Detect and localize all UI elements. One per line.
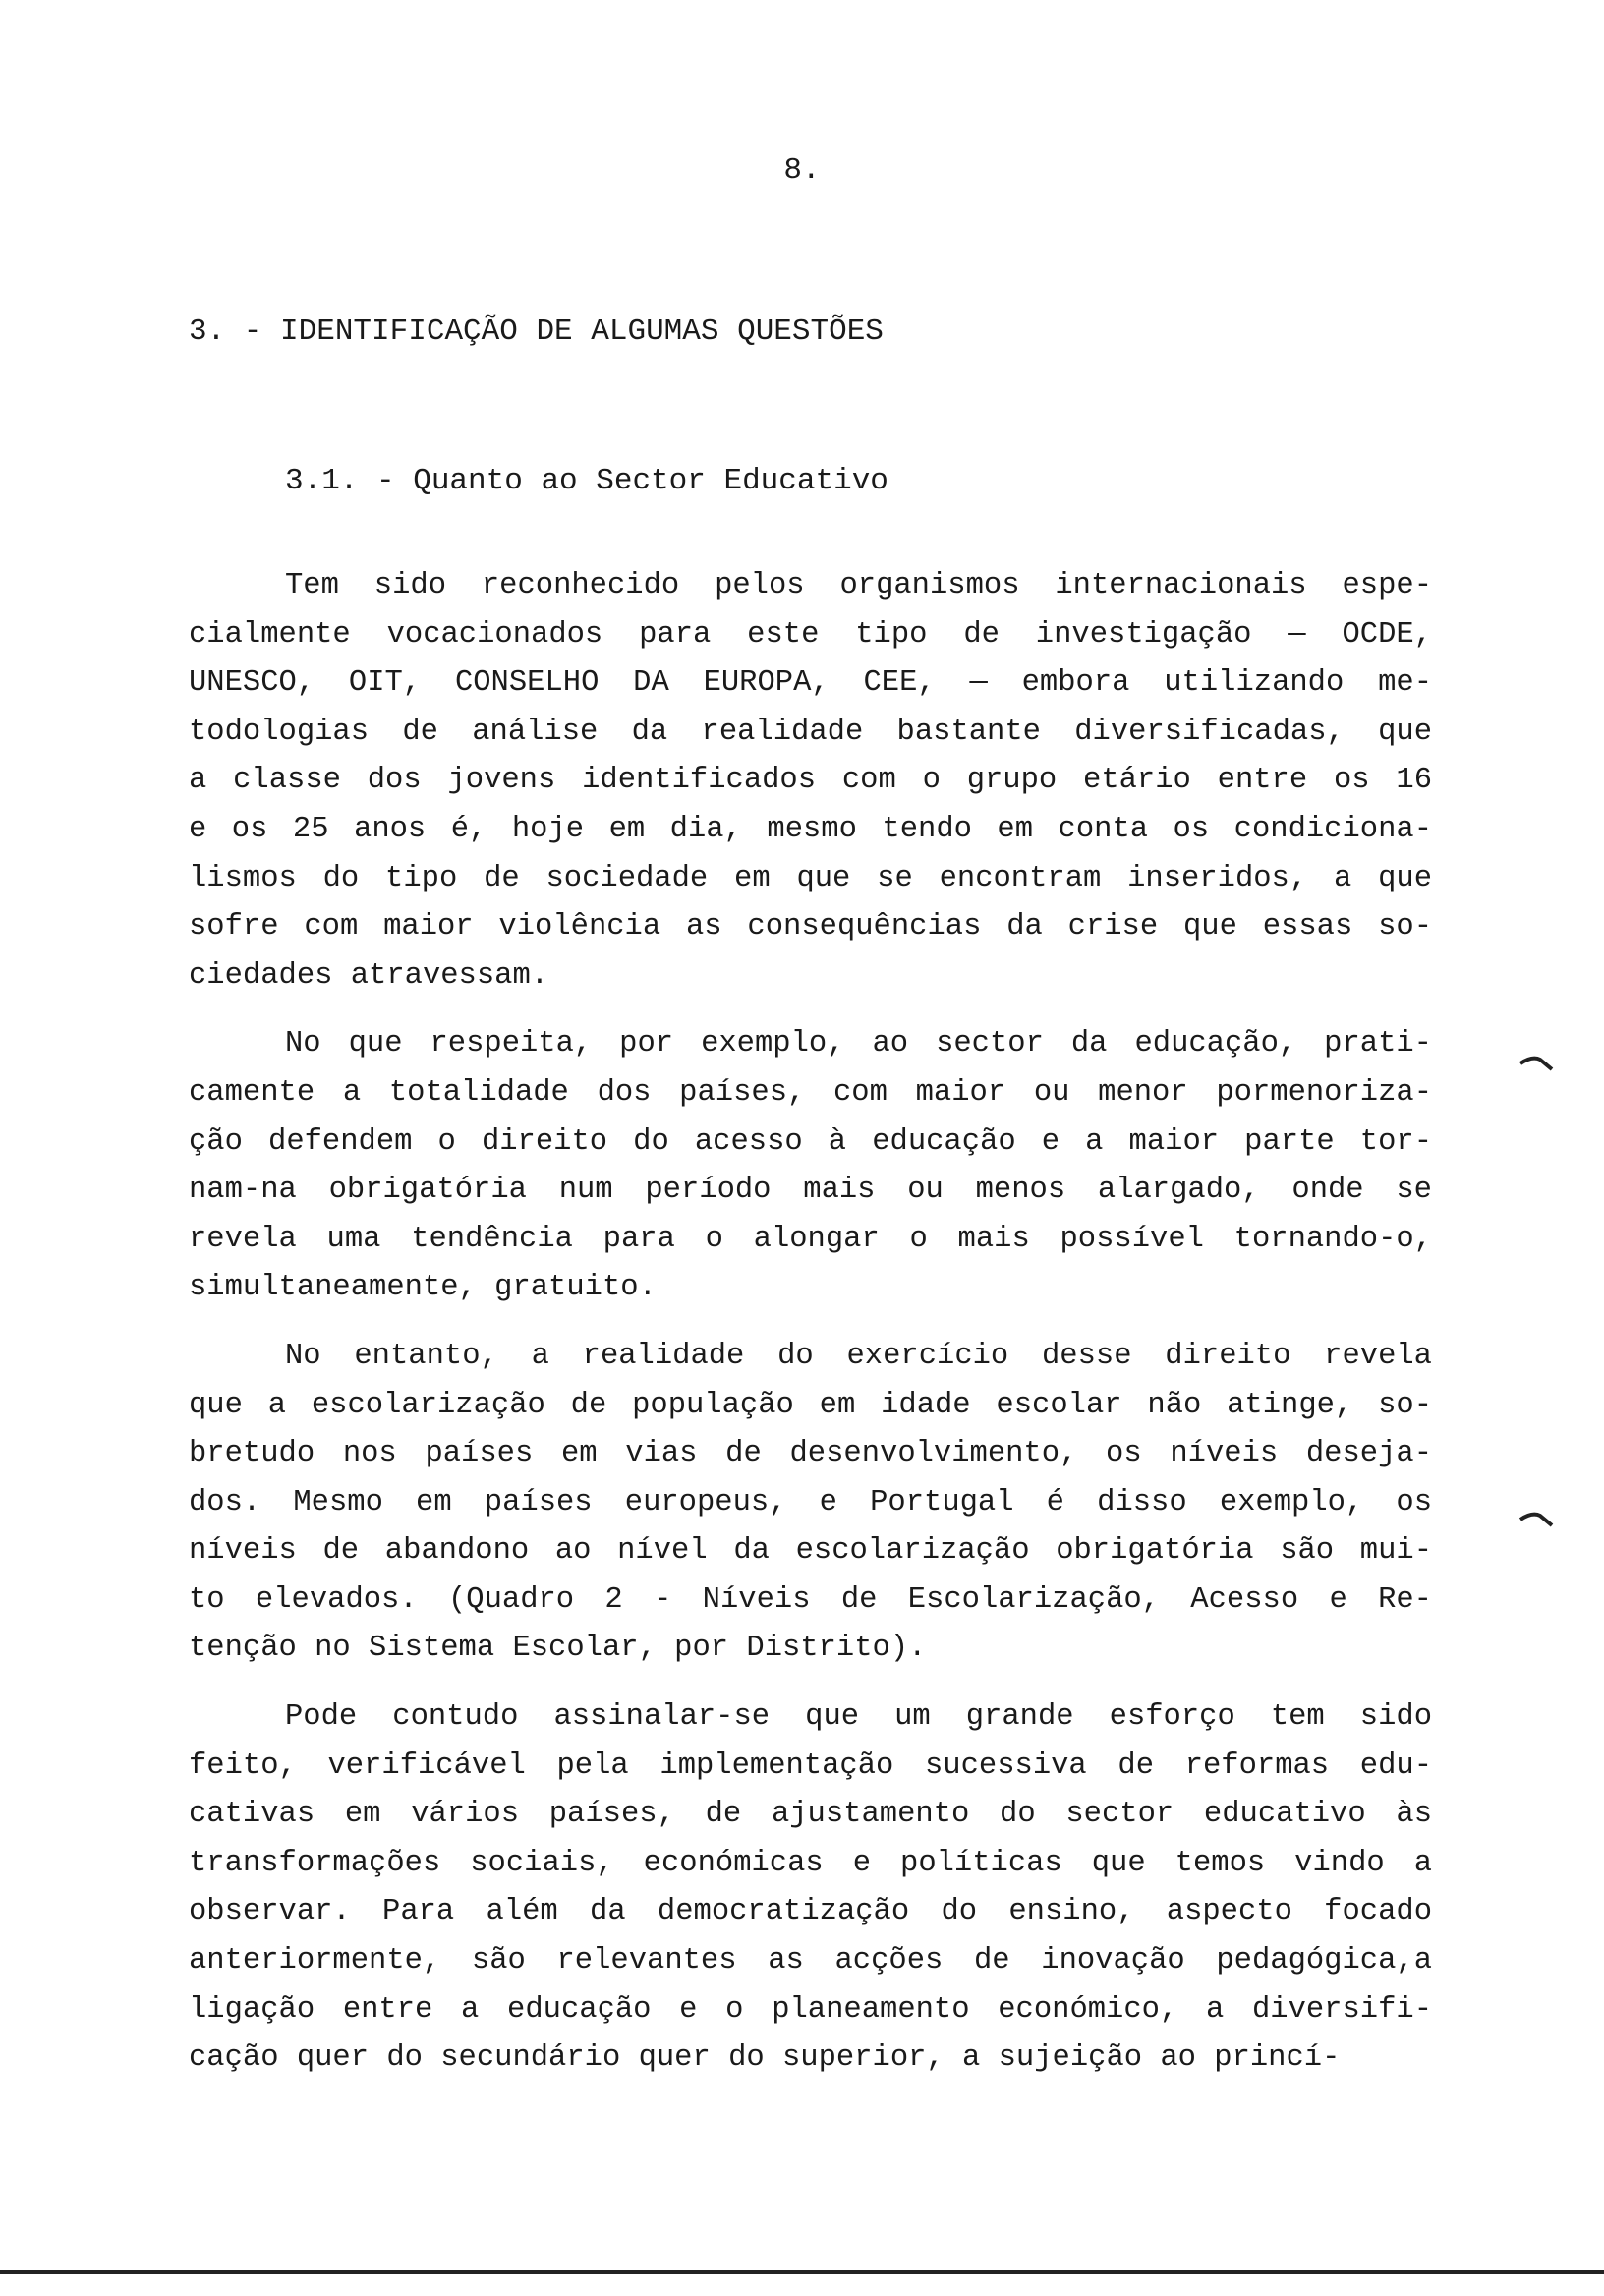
text-line: cativas em vários países, de ajustamento do sector educativo às bbox=[189, 1798, 1432, 1832]
text-line: todologias de análise da realidade bastante diversificadas, que bbox=[189, 715, 1432, 749]
text-line: ção defendem o direito do acesso à educação e a maior parte tor- bbox=[189, 1124, 1432, 1159]
text-line: ligação entre a educação e o planeamento económico, a diversifi- bbox=[189, 1992, 1432, 2027]
text-line: ciedades atravessam. bbox=[189, 958, 549, 993]
text-line: to elevados. (Quadro 2 - Níveis de Escolarização, Acesso e Re- bbox=[189, 1582, 1432, 1617]
text-line: revela uma tendência para o alongar o mais possível tornando-o, bbox=[189, 1222, 1432, 1256]
paragraph bbox=[189, 1333, 1432, 1674]
text-line: cialmente vocacionados para este tipo de investigação — OCDE, bbox=[189, 617, 1432, 652]
text-line: transformações sociais, económicas e políticas que temos vindo a bbox=[189, 1846, 1432, 1880]
text-line: No entanto, a realidade do exercício desse direito revela bbox=[285, 1339, 1432, 1373]
text-line: No que respeita, por exemplo, ao sector da educação, prati- bbox=[285, 1027, 1432, 1062]
text-line: cação quer do secundário quer do superior, a sujeição ao princí- bbox=[189, 2041, 1341, 2076]
text-line: anteriormente, são relevantes as acções de inovação pedagógica,a bbox=[189, 1944, 1432, 1979]
text-line: tenção no Sistema Escolar, por Distrito). bbox=[189, 1632, 927, 1666]
text-line: observar. Para além da democratização do ensino, aspecto focado bbox=[189, 1895, 1432, 1929]
text-line: que a escolarização de população em idade escolar não atinge, so- bbox=[189, 1388, 1432, 1422]
text-line: Pode contudo assinalar-se que um grande esforço tem sido bbox=[285, 1700, 1432, 1735]
text-line: sofre com maior violência as consequências da crise que essas so- bbox=[189, 910, 1432, 945]
text-line: e os 25 anos é, hoje em dia, mesmo tendo em conta os condiciona- bbox=[189, 812, 1432, 846]
text-line: feito, verificável pela implementação sucessiva de reformas edu- bbox=[189, 1749, 1432, 1783]
text-line: bretudo nos países em vias de desenvolvimento, os níveis deseja- bbox=[189, 1437, 1432, 1471]
text-line: camente a totalidade dos países, com maior ou menor pormenoriza- bbox=[189, 1075, 1432, 1110]
text-line: níveis de abandono ao nível da escolarização obrigatória são mui- bbox=[189, 1534, 1432, 1569]
paragraph bbox=[189, 1693, 1432, 2084]
paragraph bbox=[189, 562, 1432, 1001]
paragraph bbox=[189, 1020, 1432, 1313]
text-line: Tem sido reconhecido pelos organismos internacionais espe- bbox=[285, 569, 1432, 603]
subsection-heading: 3.1. - Quanto ao Sector Educativo bbox=[285, 464, 888, 498]
text-line: lismos do tipo de sociedade em que se encontram inseridos, a que bbox=[189, 861, 1432, 895]
body-text bbox=[189, 562, 1432, 2103]
bottom-rule bbox=[0, 2270, 1604, 2274]
text-line: nam-na obrigatória num período mais ou menos alargado, onde se bbox=[189, 1174, 1432, 1208]
text-line: dos. Mesmo em países europeus, e Portugal é disso exemplo, os bbox=[189, 1485, 1432, 1520]
text-line: a classe dos jovens identificados com o grupo etário entre os 16 bbox=[189, 764, 1432, 798]
text-line: simultaneamente, gratuito. bbox=[189, 1271, 657, 1305]
margin-binding-mark bbox=[1518, 1510, 1554, 1527]
text-line: UNESCO, OIT, CONSELHO DA EUROPA, CEE, — embora utilizando me- bbox=[189, 666, 1432, 701]
page-number: 8. bbox=[783, 153, 821, 188]
section-heading: 3. - IDENTIFICAÇÃO DE ALGUMAS QUESTÕES bbox=[189, 315, 884, 349]
margin-binding-mark bbox=[1518, 1054, 1554, 1071]
